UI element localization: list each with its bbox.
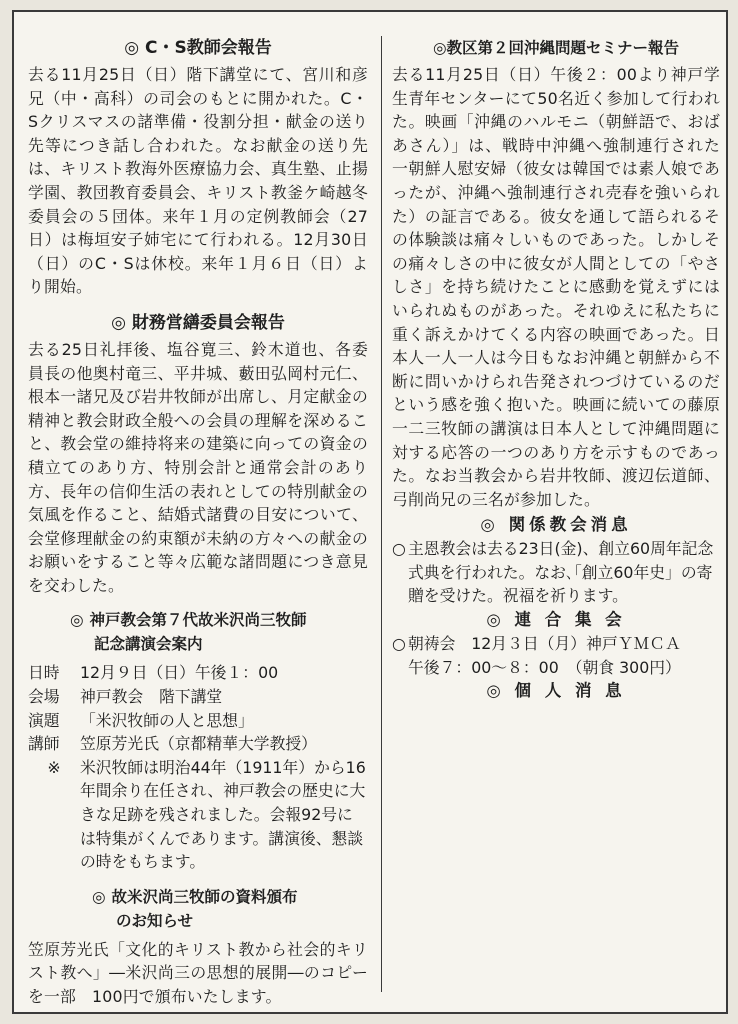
double-circle-icon: ◎ <box>92 887 106 906</box>
related-church-text: 主恩教会は去る23日(金)、創立60周年記念式典を行われた。なお､｢創立60年史」の寄贈を受けた。祝福を祈ります。 <box>408 539 714 606</box>
union-meeting-line2: 午後７：00～８：00 （朝食 300円） <box>408 657 681 677</box>
materials-body: 笠原芳光氏「文化的キリスト教から社会的キリスト教へ」―米沢尚三の思想的展開―のコピーを一部 100円で頒布いたします。 <box>28 939 368 1006</box>
circle-bullet-icon: ○ <box>392 539 406 559</box>
finance-report-heading <box>28 311 368 335</box>
seminar-heading: ◎教区第２回沖縄問題セミナー報告 <box>432 39 680 57</box>
finance-report-title: 財務営繕委員会報告 <box>131 312 285 333</box>
lecture-heading <box>28 609 368 631</box>
newsletter-page <box>12 10 728 1014</box>
lecture-row-speaker: 講師 笠原芳光氏（京都精華大学教授） <box>28 734 317 754</box>
double-circle-icon: ◎ <box>111 312 126 333</box>
cs-report-heading <box>28 36 368 60</box>
union-meeting-item-2 <box>392 656 720 680</box>
double-circle-icon: ◎ <box>124 38 140 58</box>
cs-report-title: C・S教師会報告 <box>145 38 272 58</box>
materials-title-line1: 故米沢尚三牧師の資料頒布 <box>111 887 298 906</box>
right-column <box>392 36 720 703</box>
materials-heading <box>28 886 368 908</box>
union-meeting-heading: ◎ 連 合 集 会 <box>486 610 626 630</box>
lecture-note-text: 米沢牧師は明治44年（1911年）から16年間余り在任され、神戸教会の歴史に大きな足跡を残されました。会報92号には特集がくんであります。講演後、懇談の時をもちます。 <box>80 757 366 872</box>
circle-bullet-icon: ○ <box>392 634 406 654</box>
lecture-row-topic: 演題 「米沢牧師の人と思想」 <box>28 710 254 730</box>
materials-title-line2: のお知らせ <box>116 911 194 930</box>
lecture-row-venue: 会場 神戸教会 階下講堂 <box>28 687 223 707</box>
reference-mark-icon: ※ <box>47 757 61 777</box>
lecture-row-date: 日時 12月９日（日）午後１：00 <box>28 663 279 683</box>
related-church-item <box>392 537 720 608</box>
union-meeting-item <box>392 632 720 656</box>
lecture-title-line1: 神戸教会第７代故米沢尚三牧師 <box>89 611 307 630</box>
column-divider <box>381 36 382 992</box>
related-church-heading: ◎ 関係教会消息 <box>480 515 632 535</box>
finance-report-body: 去る25日礼拝後、塩谷寛三、鈴木道也、各委員長の他奥村竜三、平井城、藪田弘岡村元仁、根本一諸兄及び岩井牧師が出席し、月定献金の精神と教会財政全般への会員の理解を深めること、教会堂の維持将来の建築に向っての資金の積立てのあり方、特別会計と通常会計のあり方、長年の信仰生活の表れとしての特別献金の気風を作ること、結婚式諸費の目安について、会堂修理献金の約束額が未納の方々への献金のお願いをすること等々広範な諸問題につき意見を交わした。 <box>28 339 368 595</box>
personal-news-heading: ◎ 個 人 消 息 <box>486 681 626 701</box>
double-circle-icon: ◎ <box>70 611 84 630</box>
union-meeting-line1: 朝祷会 12月３日（月）神戸ＹＭＣＡ <box>408 634 681 654</box>
lecture-title-line2: 記念講演会案内 <box>94 635 203 654</box>
cs-report-body: 去る11月25日（日）階下講堂にて、宮川和彦兄（中・高科）の司会のもとに開かれた。C・Sクリスマスの諸準備・役割分担・献金の送り先等につき話し合われた。なお献金の送り先は、キリスト教海外医療協力会、真生塾、止揚学園、教団教育委員会、キリスト教釜ケ崎越冬委員会の５団体。来年１月の定例教師会（27日）は梅垣安子姉宅にて行われる。12月30日（日）のC・Sは休校。来年１月６日（日）より開始。 <box>28 65 368 297</box>
left-column <box>28 36 368 1009</box>
lecture-note <box>28 756 368 874</box>
seminar-body: 去る11月25日（日）午後２：00より神戸学生青年センターにて50名近く参加して行われた。映画「沖縄のハルモニ（朝鮮語で、おばあさん）」は、戦時中沖縄へ強制連行された一朝鮮人慰安婦（彼女は韓国では素人娘であったが、沖縄へ強制連行され売春を強いられた）の証言である。彼女を通して語られるその体験談は痛々しいものであった。しかしその痛々しさの中に彼女が人間としての「やさしさ」を持ち続けたことに感動を覚えずにはいられぬものがあった。それゆえに私たちに重く訴えかけてくる内容の映画であった。日本人一人一人は今日もなお沖縄と朝鮮から不断に問いかけられ告発されつづけているのだという感を強く抱いた。映画に続いての藤原一二三牧師の講演は日本人として沖縄問題に対する応答の一つのあり方を示すものであった。なお当教会から岩井牧師、渡辺伝道師、弓削尚兄の三名が参加した。 <box>392 65 720 509</box>
